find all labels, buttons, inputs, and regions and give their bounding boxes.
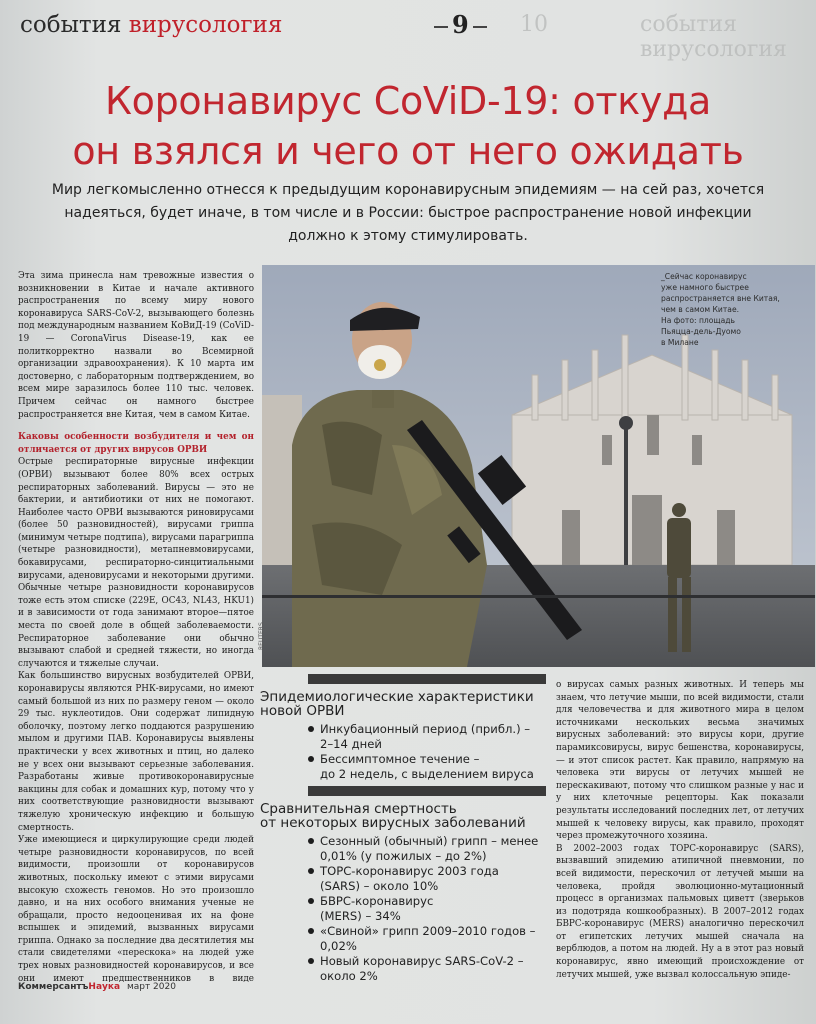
infobox-bar [308, 674, 546, 684]
right-text-column [556, 679, 804, 979]
title-line-2: он взялся и чего от него ожидать [72, 129, 744, 173]
page-footer [18, 982, 176, 992]
photo-caption [661, 271, 801, 348]
infobox-title [260, 802, 550, 830]
infobox-title [260, 690, 550, 718]
section-topic: вирусология [128, 12, 283, 38]
infobox-item: Инкубационный период (прибл.) – 2–14 дней [308, 722, 550, 751]
infobox-item: БВРС-коронавирус (MERS) – 34% [308, 894, 550, 923]
infobox-item: ТОРС-коронавирус 2003 года (SARS) – около 10% [308, 864, 550, 893]
infobox-item: Бессимптомное течение – до 2 недель, с выделением вируса [308, 752, 550, 781]
body-paragraph: о вирусах самых разных животных. И теперь мы знаем, что летучие мыши, по всей видимости, стали для человечества и для животного мира в целом источниками нескольких весьма значимых вирусных заболеваний: это вирусы кори, другие парамиксовирусы, вирус бешенства, коронавирусы,— и этот список растет. Как правило, напрямую на человека эти вирусы от летучих мышей не перескакивают, потому что слишком разные у нас и у них клеточные рецепторы. Как показали результаты исследований последних лет, от летучих мышей к человеку вирусы, как правило, проходят через промежуточного хозяина. [556, 680, 804, 842]
infobox-title-line: от некоторых вирусных заболеваний [260, 815, 526, 831]
caption-line: в Милане [661, 338, 699, 347]
body-paragraph: Уже имеющиеся и циркулирующие среди людей четыре разновидности коронавирусов, по всей видимости, произошли от коронавирусов животных, поскольку имеют с этими вирусами высокую схожесть геномов. Но это произошло давно, и на них особого внимания ученые не обращали, просто недооценивая их на фоне вспышек и эпидемий, вызванных вирусами гриппа. Однако за последние два десятилетия мы стали свидетелями «перескока» на людей уже трех новых разновидностей коронавирусов, и все они имеют предшественников в виде [18, 835, 254, 982]
infobox-mortality [260, 786, 550, 984]
bleed-section-header: события вирусология [640, 12, 787, 62]
caption-line: распространяется вне Китая, [661, 294, 780, 303]
caption-line: _Сейчас коронавирус [661, 272, 747, 281]
infobox-title-line: Эпидемиологические характеристики [260, 689, 534, 705]
body-paragraph: В 2002–2003 годах ТОРС-коронавирус (SARS), вызвавший эпидемию атипичной пневмонии, по всей видимости, перескочил от летучей мыши на человека, пройдя эволюционно-мутационный процесс в организмах пальмовых циветт (зверьков из подотряда кошкообразных). В 2007–2012 годах БВРС-коронавирус (MERS) аналогично перескочил от египетских летучих мышей сначала на верблюдов, а потом на людей. Ну а в этот раз новый коронавирус, явно имеющий происхождение от летучих мышей, уже вызвал колоссальную эпиде- [556, 843, 804, 979]
infobox-list [260, 722, 550, 781]
infobox-item: Сезонный (обычный) грипп – менее 0,01% (у пожилых – до 2%) [308, 834, 550, 863]
left-text-column [18, 270, 254, 982]
subheading: Каковы особенности возбудителя и чем он отличается от других вирусов ОРВИ [18, 432, 254, 455]
infobox-epidemiology [260, 674, 550, 782]
infobox-item: «Свиной» грипп 2009–2010 годов – 0,02% [308, 924, 550, 953]
page-number: 9 [430, 10, 491, 39]
body-paragraph: Острые респираторные вирусные инфекции (ОРВИ) вызывают более 80% всех острых респираторных заболеваний. Вирусы — это не бактерии, и антибиотики от них не помогают. Наиболее часто ОРВИ вызываются риновирусами (более 50 разновидностей), вирусами гриппа (минимум четыре подтипа), вирусами парагриппа (четыре разновидности), метапневмовирусами, бокавирусами, респираторно-синцитиальными вирусами, аденовирусами и некоторыми другими. Обычные четыре разновидности коронавирусов тоже есть этом списке (229E, OC43, NL43, HKU1) и в зависимости от года занимают второе—пятое места по своей доле в общей заболеваемости. Респираторное заболевание они обычно вызывают слабой и средней тяжести, но иногда случаются и тяжелые случаи. [18, 457, 254, 669]
caption-line: чем в самом Китае. [661, 305, 740, 314]
section-header [20, 12, 282, 38]
bleed-page-number: 10 [520, 12, 548, 37]
article-lead: Мир легкомысленно отнесся к предыдущим коронавирусным эпидемиям — на сей раз, хочется надеяться, будет иначе, в том числе и в России: быстрое распространение новой инфекции должно к этому стимулировать. [51, 182, 765, 244]
publication-name: Наука [88, 982, 121, 992]
body-paragraph: Как большинство вирусных возбудителей ОРВИ, коронавирусы являются РНК-вирусами, но имеют самый большой из них по размеру геном — около 29 тыс. нуклеотидов. Они содержат липидную оболочку, поэтому легко поддаются разрушению мылом и другими ПАВ. Коронавирусы выявлены практически у всех животных и птиц, но далеко не у всех они вызывают серьезные заболевания. Разработаны живые противокоронавирусные вакцины для собак и домашних кур, потому что у них соответствующие разновидности вызывают тяжелую хроническую инфекцию и большую смертность. [18, 671, 254, 833]
caption-line: уже намного быстрее [661, 283, 749, 292]
caption-line: На фото: площадь [661, 316, 735, 325]
infobox-title-line: Сравнительная смертность [260, 801, 457, 817]
infobox-item: Новый коронавирус SARS-CoV-2 – около 2% [308, 954, 550, 983]
caption-line: Пьяцца-дель-Дуомо [661, 327, 741, 336]
publisher-brand: Коммерсантъ [18, 982, 89, 992]
infobox-bar [308, 786, 546, 796]
section-main: события [20, 12, 122, 38]
intro-paragraph: Эта зима принесла нам тревожные известия о возникновении в Китае и начале активного распространения по всему миру нового коронавируса SARS-CoV-2, вызывающего болезнь под международным названием КоВиД-19 (CoViD-19 — CoronaVirus Disease-19, как ее политкорректно назвали во Всемирной организации здравоохранения). К 10 марта им достоверно, с лабораторным подтверждением, во всем мире заразилось более 110 тыс. человек. Причем сейчас он намного быстрее распространяется вне Китая, чем в самом Китае. [18, 271, 254, 420]
issue-date: март 2020 [126, 982, 176, 992]
photo-credit: REUTERS [258, 622, 265, 650]
infobox-title-line: новой ОРВИ [260, 703, 345, 719]
article-title [30, 76, 786, 176]
infobox-list [260, 834, 550, 983]
title-line-1: Коронавирус CoViD-19: откуда [104, 79, 712, 123]
